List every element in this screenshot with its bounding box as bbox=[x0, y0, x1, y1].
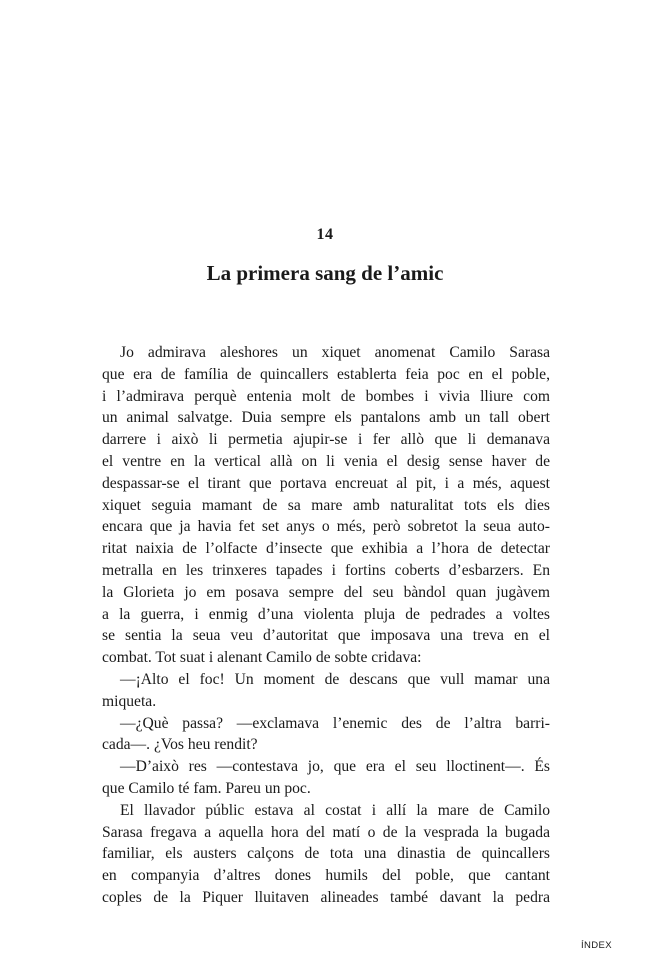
text-line: darrere i això li permetia ajupir-se i fer allò que li demanava bbox=[102, 431, 550, 449]
text-line: miqueta. bbox=[102, 692, 157, 710]
text-line: un animal salvatge. Duia sempre els pantalons amb un tall obert bbox=[102, 409, 550, 427]
text-line: —D’això res —contestava jo, que era el seu lloctinent—. És bbox=[120, 758, 550, 776]
text-line: a la guerra, i enmig d’una violenta pluja de pedrades a voltes bbox=[102, 605, 550, 623]
text-line: ritat naixia de l’olfacte d’insecte que exhibia a l’hora de detectar bbox=[102, 540, 550, 558]
text-line: i l’admirava perquè entenia molt de bombes i vivia lliure com bbox=[102, 387, 550, 405]
text-line: Sarasa fregava a aquella hora del matí o de la vesprada la bugada bbox=[102, 823, 550, 841]
text-line: que Camilo té fam. Pareu un poc. bbox=[102, 779, 311, 797]
text-line: Jo admirava aleshores un xiquet anomenat Camilo Sarasa bbox=[120, 344, 550, 361]
text-line: combat. Tot suat i alenant Camilo de sobte cridava: bbox=[102, 649, 422, 667]
text-line: la Glorieta jo em posava sempre del seu bàndol quan jugàvem bbox=[102, 583, 550, 601]
index-link[interactable]: ÍNDEX bbox=[581, 940, 613, 951]
text-line: coples de la Piquer lluitaven alineades també davant la pedra bbox=[102, 888, 550, 906]
text-line: se sentia la seua veu d’autoritat que imposava una treva en el bbox=[102, 627, 550, 645]
text-line: El llavador públic estava al costat i allí la mare de Camilo bbox=[120, 801, 550, 819]
text-line: despassar-se el tirant que portava encreuat al pit, i a més, aquest bbox=[102, 474, 550, 492]
chapter-body-text bbox=[102, 342, 550, 909]
chapter-number: 14 bbox=[316, 226, 334, 243]
text-line: cada—. ¿Vos heu rendit? bbox=[102, 736, 258, 754]
text-line: encara que ja havia fet set anys o més, però sobretot la seua auto- bbox=[102, 518, 550, 536]
text-line: que era de família de quincallers establerta feia poc en el poble, bbox=[102, 365, 550, 383]
text-line: —¡Alto el foc! Un moment de descans que vull mamar una bbox=[120, 670, 550, 688]
text-line: metralla en les trinxeres tapades i fortins coberts d’esbarzers. En bbox=[102, 561, 550, 579]
text-line: —¿Què passa? —exclamava l’enemic des de l’altra barri- bbox=[120, 714, 550, 732]
text-line: en companyia d’altres dones humils del poble, que cantant bbox=[102, 867, 550, 885]
text-line: el ventre en la vertical allà on li venia el desig sense haver de bbox=[102, 452, 550, 470]
text-line: familiar, els austers calçons de tota una dinastia de quincallers bbox=[102, 845, 550, 863]
text-line: xiquet seguia mamant de sa mare amb naturalitat tots els dies bbox=[102, 496, 550, 514]
chapter-title: La primera sang de l’amic bbox=[206, 261, 444, 285]
